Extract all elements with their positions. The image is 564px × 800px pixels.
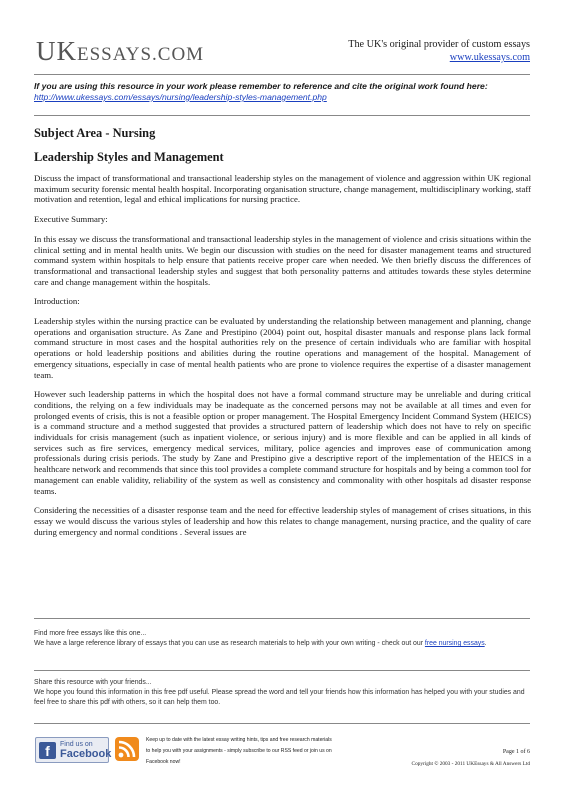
more-essays-heading: Find more free essays like this one... [34,630,147,637]
more-essays-section [34,629,530,649]
introduction-paragraph-2: However such leadership patterns in which the hospital does not have a formal command structure may be unreliable and during critical conditions, the relying on a few individuals may be inadequate as the concerned persons may not be available at all times and even for prolonged events of crisis, this is not a feasible option or proper management. The Hospital Emergency Incident Command System (HEICS) is a command structure and a method suggested that provides a structured pattern of leadership which does not have to rely on specific individuals for crisis management (such as inpatient violence, or serious injury) and is more flexible and can be applied in all kinds of services such as fire services, emergency medical services, military, police agencies and improves ease of communication among professionals during crisis periods. The study by Zane and Prestipino give a descriptive report of the implementation of the HEICS in a healthcare network and recommends that since this tool provides a complete command structure for hospitals and by being a common tool for management can enable validity, reliability of the system as well as consistency and commonality with other hospitals ad disaster response teams. [34,389,531,496]
citation-url-link[interactable]: http://www.ukessays.com/essays/nursing/leadership-styles-management.php [34,92,327,102]
citation-notice [34,81,534,103]
footer-divider-1 [34,618,530,619]
more-essays-period: . [484,640,487,647]
header-tagline [348,38,530,64]
share-section [34,678,530,708]
page-number: Page 1 of 6 [502,749,530,755]
rss-feed-button[interactable] [115,737,139,761]
facebook-icon: f [39,742,56,759]
share-heading: Share this resource with your friends... [34,679,152,686]
subscribe-line-1: Keep up to date with the latest essay writing hints, tips and free research materials [146,737,332,743]
notice-divider [34,115,530,116]
free-nursing-essays-link[interactable]: free nursing essays [424,640,485,647]
document-body [34,126,531,546]
subscribe-line-3: Facebook now! [146,759,181,765]
share-text: We hope you found this information in this free pdf useful. Please spread the word and tell your friends how this information has helped you with your studies and feel free to share this pdf with others, so it can help them too. [34,689,525,706]
executive-summary-paragraph: In this essay we discuss the transformational and transactional leadership styles in the management of violence and crisis situations within the clinical setting and in mental health units. We begin our discussion with studies on the need for disaster management teams and structured command system within hospitals to help ensure that patients receive proper care when needed. We then briefly discuss the differences of transformational and transactional leadership styles and suggest that both personality patterns and attitudes towards these styles determine care and change management within the hospitals. [34,233,531,287]
facebook-label: Facebook [60,748,112,760]
footer-divider-3 [34,723,530,724]
site-link[interactable]: www.ukessays.com [449,52,530,63]
essay-title: Leadership Styles and Management [34,150,224,164]
more-essays-text-line [34,639,530,649]
logo-essays: ESSAYS [77,44,153,65]
tagline-text: The UK's original provider of custom essays [348,39,530,50]
facebook-button[interactable] [35,737,112,763]
executive-summary-heading: Executive Summary: [34,214,108,225]
header-divider [34,74,530,75]
subscribe-text [146,735,376,768]
facebook-find-us-label: Find us on [60,741,93,748]
logo-uk: UK [36,36,77,66]
citation-notice-text: If you are using this resource in your work please remember to reference and cite the original work found here: [34,81,488,91]
more-essays-text: We have a large reference library of essays that you can use as research materials to help with your own writing - check out our [34,640,423,647]
introduction-paragraph-1: Leadership styles within the nursing practice can be evaluated by understanding the relationship between management and planning, change operations and organisation structure. As Zane and Prestipino (2004) point out, hospital disaster manuals and response plans lack formal command structure in most cases and the hospital authorities rely on the presence of certain individuals who are familiar with hospital operations or hold leadership positions and abilities during the routine operations and management of the hospital. Management of emergency situations, especially in case of mental health patients who are prone to violence requires the expertise of a disaster management team. [34,316,531,380]
intro-paragraph: Discuss the impact of transformational and transactional leadership styles on the management of violence and aggression within UK regional maximum security forensic mental health hospital. Incorporating organisation structure, change management, multidisciplinary working, staff motivation and retention, legal and ethical implications for nursing practice. [34,173,531,205]
introduction-paragraph-3: Considering the necessities of a disaster response team and the need for effective leadership styles of management of crises situations, in this essay we would discuss the various styles of leadership and how this relates to change management, nursing practice, and the quality of care during emergency and normal conditions . Several issues are [34,505,531,537]
subscribe-line-2: to help you with your assignments - simply subscribe to our RSS feed or join us on [146,748,332,754]
logo-com: .COM [152,44,205,65]
subject-area: Subject Area - Nursing [34,126,156,140]
copyright-notice: Copyright © 2003 - 2011 UKEssays & All Answers Ltd [411,761,530,767]
rss-icon [115,737,139,761]
introduction-heading: Introduction: [34,296,80,307]
footer-divider-2 [34,670,530,671]
ukessays-logo[interactable] [36,36,204,67]
